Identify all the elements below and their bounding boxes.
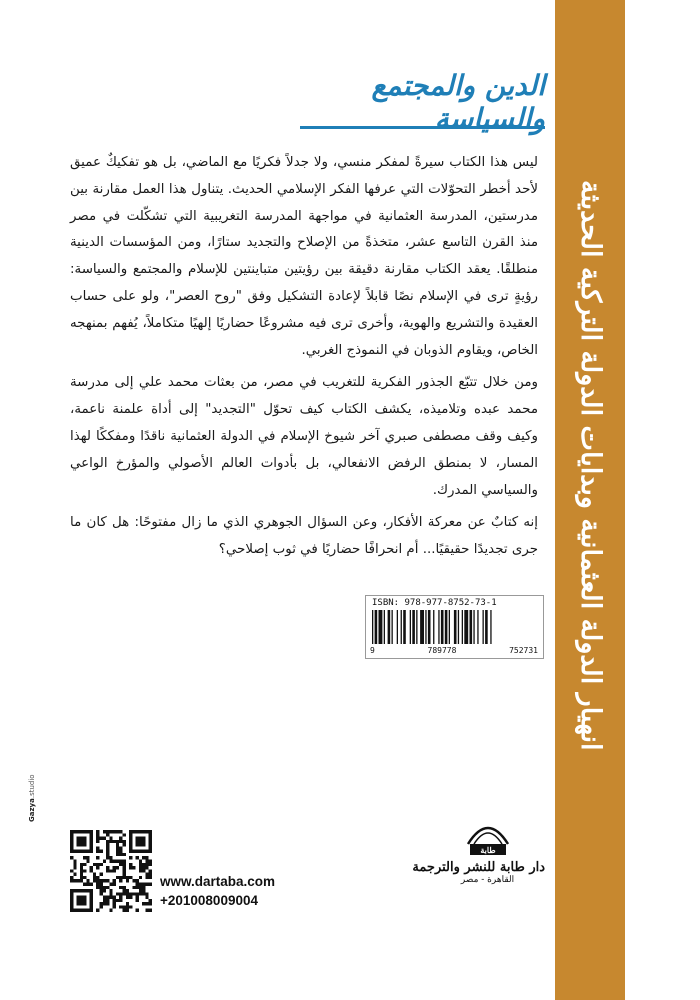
studio-name: Gazya [28,798,36,822]
barcode-digit-group-1: 789778 [427,646,457,655]
studio-credit [28,742,36,822]
isbn-barcode [365,595,544,659]
publisher-logo [412,818,545,918]
qr-code-icon [70,830,152,912]
spine-title: انهيار الدولة العثمانية وبدايات الدولة التركية الحديثة [575,180,606,751]
contact-info [160,872,275,910]
spine-strip [555,0,625,1000]
blurb [70,150,538,570]
barcode-digit-lead: 9 [370,646,375,655]
studio-suffix: .studio [28,774,36,799]
barcode-digits [370,646,538,655]
blurb-paragraph-2: ومن خلال تتبّع الجذور الفكرية للتغريب في مصر، من بعثات محمد علي إلى مدرسة محمد عبده وتلاميذه، يكشف الكتاب كيف تحوّل "التجديد" إلى أداة علمنة ناعمة، وكيف وقف مصطفى صبري آخر شيوخ الإسلام في الدولة العثمانية ناقدًا ومفككًا لهذا المسار، لا بمنطق الرفض الانفعالي، بل بأدوات العالم الأصولي والمؤرخ الواعي والسياسي المدرك. [70,375,538,498]
isbn-label: ISBN: 978-977-8752-73-1 [372,598,497,608]
publisher-location: القاهرة - مصر [460,875,515,885]
blurb-paragraph-1: ليس هذا الكتاب سيرةً لمفكر منسي، ولا جدلاً فكريًا مع الماضي، بل هو تفكيكٌ عميق لأحد أخطر التحوّلات التي عرفها الفكر الإسلامي الحديث. يتناول هذا العمل مقارنة بين مدرستين، المدرسة العثمانية في مواجهة المدرسة التغريبية التي تشكّلت في مصر منذ القرن التاسع عشر، متخذةً من الإصلاح والتجديد ستارًا، ومن المؤسسات الدينية منطلقًا. يعقد الكتاب مقارنة دقيقة بين رؤيتين متباينتين للإسلام والمجتمع والسياسة: رؤيةٍ ترى في الإسلام نصًا قابلاً لإعادة التشكيل وفق "روح العصر"، ولو على حساب العقيدة والتشريع والهوية، وأخرى ترى فيه مشروعًا حضاريًا إلهيًا متكاملاً، يُفهم بمنهجه الخاص، ويقاوم الذوبان في النموذج الغربي. [70,155,538,358]
publisher-name: دار طابة للنشر والترجمة [412,860,545,875]
header-title: الدين والمجتمع والسياسة [300,78,545,129]
publisher-emblem-label: طابة [479,845,496,855]
spine-title-wrap [555,180,625,1000]
publisher-emblem-icon [462,818,514,858]
phone-number: +201008009004 [160,893,258,908]
blurb-paragraph-3: إنه كتابٌ عن معركة الأفكار، وعن السؤال الجوهري الذي ما زال مفتوحًا: هل كان ما جرى تجديدًا حقيقيًا... أم انحرافًا حضاريًا في ثوب إصلاحي؟ [70,515,538,558]
barcode-digit-group-2: 752731 [509,646,538,655]
barcode-bars-icon [372,610,537,644]
website-link[interactable]: www.dartaba.com [160,874,276,889]
